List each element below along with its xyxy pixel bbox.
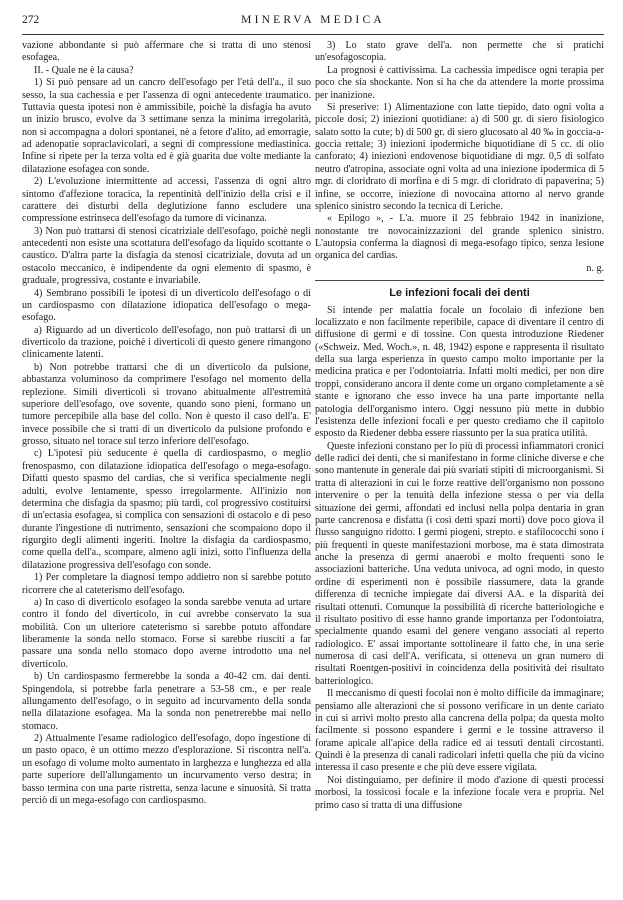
- paragraph: c) L'ipotesi più seducente è quella di cardiospasmo, o meglio frenospasmo, con dilatazione idiopatica dell'esofago o mega-esofago. Difatti questo spasmo del cardias, che si verifica specialmente negli adulti, evolve lentamente, spesso irregolarmente. All'inizio non determina che disfagia da spasmo; più tardi, col progressivo costituirsi di un'ectasia esofagea, si complica con sensazioni di ostacolo e di peso durante l'ingestione di nutrimento, sensazioni che scompaiono dopo il rigurgito degli alimenti ingeriti. Inoltre la disfagia da cardiospasmo, come quella dell'a., scompare, almeno agli inizi, sotto l'influenza della dilatazione progressiva dell'esofago con sonde.: [22, 448, 311, 571]
- page-number: 272: [22, 14, 40, 26]
- paragraph: Il meccanismo di questi focolai non è molto difficile da immaginare; pensiamo alle alterazioni che si possono verificare in un dente cariato in cui si arrivi molto presto alla cancrena della polpa; da questa molto facilmente si possono espandere i germi e le tossine attraverso il forame apicale all'apice della radice ed ai tessuti dentali circostanti. Quindi è la presenza di canali radicolari infetti quella che più da vicino interessa il caso presente e che più deve essere vigilata.: [315, 688, 604, 774]
- paragraph: La prognosi è cattivissima. La cachessia impedisce ogni terapia per poco che sia shockante. Non si ha che da attendere la morte prossima per inanizione.: [315, 64, 604, 101]
- header-rule: [22, 34, 604, 35]
- article-body: [315, 305, 604, 812]
- case-report-conclusion: [315, 40, 604, 275]
- paragraph: 1) Per completare la diagnosi tempo addietro non si sarebbe potuto ricorrere che al cateterismo dell'esofago.: [22, 572, 311, 596]
- paragraph: Si preserive: 1) Alimentazione con latte tiepido, dato ogni volta a piccole dosi; 2) iniezioni quotidiane: a) di 500 gr. di siero fisiologico salato sotto la cute; b) di 500 gr. di siero glucosato al 40 ‰ in goccia-a-goccia rettale; 3) iniezioni ipodermiche biquotidiane di 5 cc. di olio canforato; 4) iniezioni endovenose biquotidiane di mgr. 0,5 di solfato neutro d'atropina, associate ogni volta ad una iniezione ipodermica di 5 mgr. di cloridrato di morfina e di 5 mgr. di cloridrato di papaverina; 5) infine, se occorre, iniezione di novocaina attorno al nervo grande splenico sinistro secondo la tecnica di Leriche.: [315, 101, 604, 212]
- section-divider: [315, 280, 604, 281]
- paragraph: II. - Quale ne è la causa?: [34, 64, 134, 76]
- paragraph: 1) Si può pensare ad un cancro dell'esofago per l'età dell'a., il suo sesso, la sua cachessia e per l'assenza di ogni antecedente traumatico. Tuttavia questa ipotesi non è ammissibile, poichè la disfagia ha avuto un inizio brusco, evolve da 3 settimane senza la minima irregolarità, non si accompagna a dolori spontanei, nè a fetore d'alito, ad emorragie, ad adenopatie sopraclavicolari, a segni di compressione mediastinica. Infine si ripete per la terza volta ed è già guarita due volte mediante la dilatazione esofagea con sonde.: [22, 77, 311, 175]
- page-header: [22, 14, 604, 34]
- paragraph: Noi distinguiamo, per definire il modo d'azione di questi processi morbosi, la tossicosi focale e la infezione focale vera e propria. Nel primo caso si tratta di una diffusione: [315, 774, 604, 811]
- journal-title: MINERVA MEDICA: [241, 14, 385, 26]
- author-initials: n. g.: [586, 262, 604, 274]
- paragraph: b) Un cardiospasmo fermerebbe la sonda a 40-42 cm. dai denti. Spingendola, si potrebbe farla penetrare a 53-58 cm., e per reale allungamento dell'esofago, o in seguito ad incurvamento della sonda nella dilatazione esofagea. Ma la sonda non penetrerebbe mai nello stomaco.: [22, 671, 311, 732]
- paragraph: vazione abbondante si può affermare che si tratta di uno stenosi esofagea.: [22, 40, 311, 64]
- paragraph: Queste infezioni constano per lo più di processi infiammatori cronici delle radici dei denti, che si manifestano in forme cliniche diverse e che sono mantenute in generale dai più svariati stipiti di microorganismi. Si tratta di alterazioni in cui le forze reattive dell'organismo non possono intervenire o per la tenuità della infezione stessa o per via della situazione dei germi, affondati ed inclusi nella polpa dentaria in gran parte cancrenosa e disfatta (i così detti spazi morti) dove poco giova il flusso sanguigno ridotto. I germi piogeni, strepto. e stafilococchi sono i più frequenti in queste manifestazioni morbose, ma è stata dimostrata anche la presenza di germi anaerobi e molto frequenti sono le associazioni batteriche. Una veduta univoca, ad ogni modo, in questo ordine di esperimenti non è possibile riassumere, data la grande differenza di tecniche impiegate dai diversi AA. e la disparità dei risultati ottenuti. Comunque la possibilità di ricerche batteriologiche e il risultato positivo di esse hanno grande importanza per l'odontoiatra, specialmente quando esami del genere vengano associati al reperto radiologico. E' assai importante sottolineare il fatto che, in una serie numerosa di casi dell'A. verificata, si otteneva un gran numero di risultati Roentgen-positivi in coincidenza della positività dei risultato batteriologico.: [315, 440, 604, 687]
- right-column: [315, 40, 604, 812]
- paragraph: a) Riguardo ad un diverticolo dell'esofago, non può trattarsi di un diverticolo da trazione, poichè i diverticoli di questo genere rimangono clinicamente latenti.: [22, 324, 311, 361]
- paragraph: 3) Lo stato grave dell'a. non permette che si pratichi un'esofagoscopia.: [315, 40, 604, 64]
- paragraph: 4) Sembrano possibili le ipotesi di un diverticolo dell'esofago o di un cardiospasmo con dilatazione idiopatica dell'esofago o mega-esofago.: [22, 287, 311, 324]
- paragraph: a) In caso di diverticolo esofageo la sonda sarebbe venuta ad urtare contro il fondo del diverticolo, in cui avrebbe conservato la sua mobilità. Con un ulteriore cateterismo si sarebbe potuto affondare liberamente la sonda nello stomaco. Forse si sarebbe riusciti a far passare una sonda nello stomaco dopo averne introdotto una nel diverticolo.: [22, 596, 311, 670]
- paragraph: 2) Attualmente l'esame radiologico dell'esofago, dopo ingestione di un pasto opaco, è un ottimo mezzo d'esplorazione. Si riscontra nell'a. un esofago di volume molto aumentato in larghezza e lunghezza ed alla parte superiore dell'allungamento un incurvamento verso destra; in basso termina con una parte ristretta, senza lacune e sinuosità. Si tratta perciò di un mega-esofago con cardiospasmo.: [22, 733, 311, 806]
- paragraph: Si intende per malattia focale un focolaio di infezione ben localizzato e non facilmente reperibile, capace di diventare il centro di diffusione di germi e di tossine. Con questa introduzione Riedener («Schweiz. Med. Woch.», n. 48, 1942) espone e rappresenta il risultato della sua larga esperienza in questo campo molto importante per la medicina pratica e per l'odontoiatria. Infatti molti medici, per non dire troppi, considerano ancora il dente come un organo completamente a sè stante e ignorano che esso invece ha una parte importante nella patologia dell'organismo intero. Oggi nessuno più mette in dubbio l'esistenza delle infezioni focali e per questo crediamo che il capitolo esposto da Riedener debba essere riassunto per la sua pratica utilità.: [315, 304, 604, 440]
- paragraph: b) Non potrebbe trattarsi che di un diverticolo da pulsione, abbastanza voluminoso da comprimere l'esofago nel momento della replezione. Simili diverticoli si trovano abitualmente all'estremità superiore dell'esofago, ove sovente, quando sono pieni, formano un tumore percepibile alla base del collo. Non è questo il caso dell'a. E' invece possibile che si tratti di un diverticolo da pulsione profondo e grosso, situato nel torace sul terzo inferiore dell'esofago.: [22, 361, 311, 447]
- left-column: [22, 40, 311, 807]
- paragraph: 2) L'evoluzione intermittente ad accessi, l'assenza di ogni altro sintomo d'affezione toracica, la repentinità dell'inizio della crisi e il carattere dei disturbi della deglutizione fanno escludere una compressione estrinseca dell'esofago da tumore di vicinanza.: [22, 176, 311, 225]
- paragraph: 3) Non può trattarsi di stenosi cicatriziale dell'esofago, poichè negli antecedenti non esiste una scottatura dell'esofago da liquido scottante o caustico. D'altra parte la disfagia da stenosi cicatriziale, dovuta ad un ostacolo meccanico, è indipendente da ogni elemento di spasmo, è graduale, progressiva, costante e invariabile.: [22, 225, 311, 287]
- section-title: Le infezioni focali dei denti: [389, 287, 530, 300]
- paragraph: « Epilogo », - L'a. muore il 25 febbraio 1942 in inanizione, nonostante tre novocainizzazioni del grande splenico sinistro. L'autopsia conferma la diagnosi di mega-esofago tipico, senza lesione organica del cardias.: [315, 213, 604, 262]
